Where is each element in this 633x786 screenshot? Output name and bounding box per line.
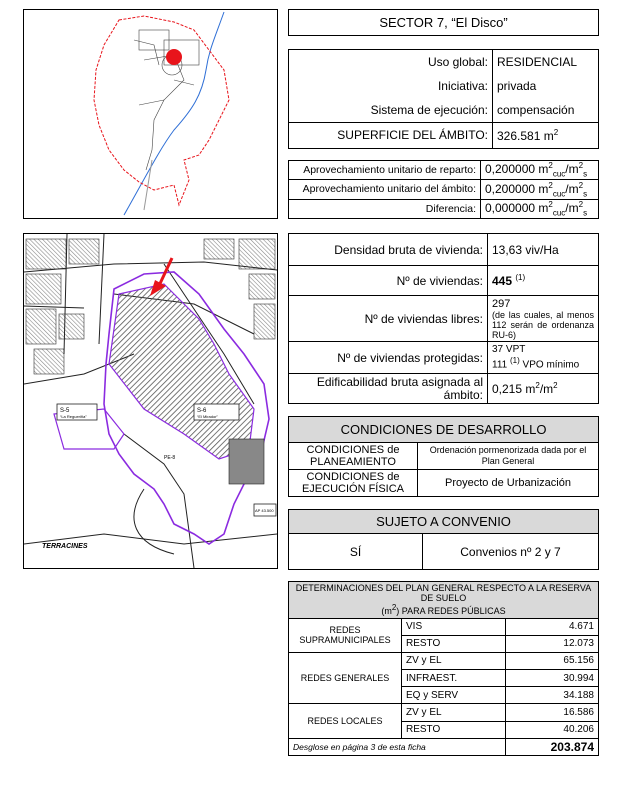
- sector-location-dot: [166, 49, 182, 65]
- num-viviendas-value: 445 $^{(1)}$: [488, 266, 599, 296]
- sector-map: [23, 233, 278, 569]
- sup-resto-label: RESTO: [402, 635, 506, 652]
- gray-block: [229, 439, 264, 484]
- aprovechamiento-table: [288, 160, 599, 219]
- cond-ejecucion-label: CONDICIONES de EJECUCIÓN FÍSICA: [289, 470, 418, 497]
- s5-label: S-5: [60, 408, 70, 414]
- determinaciones-table: [288, 581, 599, 756]
- convenio-header: SUJETO A CONVENIO: [289, 510, 599, 534]
- protegidas-label: Nº de viviendas protegidas:: [289, 342, 488, 374]
- locator-map-drawing: [24, 10, 277, 218]
- diferencia-value: 0,000000 $m^2_{cuc}/m^2_s$: [481, 199, 599, 218]
- sistema-value: compensación: [493, 98, 599, 122]
- loc-resto-label: RESTO: [402, 721, 506, 738]
- pe-label: PE-8: [164, 455, 176, 461]
- convenio-si: SÍ: [289, 534, 423, 570]
- densidad-label: Densidad bruta de vivienda:: [289, 234, 488, 266]
- gen-eq-label: EQ y SERV: [402, 687, 506, 704]
- gen-zv-label: ZV y EL: [402, 652, 506, 669]
- cond-planeamiento-label: CONDICIONES de PLANEAMIENTO: [289, 443, 418, 470]
- gen-infraest-label: INFRAEST.: [402, 670, 506, 687]
- determinaciones-header: DETERMINACIONES DEL PLAN GENERAL RESPECTO A LA RESERVA DE SUELO $(m^2)$ PARA REDES PÚBLICAS: [289, 582, 599, 619]
- ap-label: AP 43.500: [255, 508, 274, 513]
- edificabilidad-value: 0,215 $m^2/m^2$: [488, 374, 599, 404]
- gen-infraest-value: 30.994: [506, 670, 599, 687]
- protegidas-value: 37 VPT 111 $^{(1)}$ VPO mínimo: [488, 342, 599, 374]
- road-name-label: TERRACINES: [42, 543, 88, 550]
- superficie-value: 326.581 $m^2$: [493, 122, 599, 148]
- total-value: 203.874: [506, 738, 599, 755]
- aprov-ambito-value: 0,200000 $m^2_{cuc}/m^2_s$: [481, 180, 599, 199]
- road-curve: [134, 489, 174, 554]
- sistema-label: Sistema de ejecución:: [289, 98, 493, 122]
- gen-eq-value: 34.188: [506, 687, 599, 704]
- libres-value: 297 (de las cuales, al menos 112 serán de ordenanza RU-6): [488, 296, 599, 342]
- libres-label: Nº de viviendas libres:: [289, 296, 488, 342]
- page-title: SECTOR 7, “El Disco”: [379, 15, 508, 30]
- s6-label: S-6: [197, 408, 207, 414]
- edificabilidad-label: Edificabilidad bruta asignada al ámbito:: [289, 374, 488, 404]
- condiciones-header: CONDICIONES DE DESARROLLO: [289, 417, 599, 443]
- redes-locales-label: REDES LOCALES: [289, 704, 402, 738]
- loc-zv-value: 16.586: [506, 704, 599, 721]
- aprov-reparto-value: 0,200000 $m^2_{cuc}/m^2_s$: [481, 161, 599, 180]
- convenio-table: [288, 509, 599, 569]
- uso-global-value: RESIDENCIAL: [493, 50, 599, 74]
- sector-map-drawing: [24, 234, 277, 568]
- cond-planeamiento-value: Ordenación pormenorizada dada por el Plan General: [418, 443, 599, 470]
- info-table: [288, 49, 599, 149]
- iniciativa-value: privada: [493, 74, 599, 98]
- num-viviendas-label: Nº de viviendas:: [289, 266, 488, 296]
- gen-zv-value: 65.156: [506, 652, 599, 669]
- condiciones-table: [288, 416, 599, 496]
- s5-sublabel: “La Regueriña”: [60, 414, 87, 419]
- sup-vis-value: 4.671: [506, 618, 599, 635]
- aprov-ambito-label: Aprovechamiento unitario del ámbito:: [289, 180, 481, 199]
- loc-resto-value: 40.206: [506, 721, 599, 738]
- s6-sublabel: “El Mirador”: [197, 414, 218, 419]
- convenio-value: Convenios nº 2 y 7: [423, 534, 599, 570]
- superficie-label: SUPERFICIE DEL ÁMBITO:: [289, 122, 493, 148]
- locator-map: [23, 9, 278, 219]
- redes-supramunicipales-label: REDES SUPRAMUNICIPALES: [289, 618, 402, 652]
- title-box: [288, 9, 599, 36]
- diferencia-label: Diferencia:: [289, 199, 481, 218]
- iniciativa-label: Iniciativa:: [289, 74, 493, 98]
- municipal-boundary: [94, 16, 229, 205]
- densidad-value: 13,63 viv/Ha: [488, 234, 599, 266]
- loc-zv-label: ZV y EL: [402, 704, 506, 721]
- urban-area: [134, 30, 199, 170]
- redes-generales-label: REDES GENERALES: [289, 652, 402, 704]
- aprov-reparto-label: Aprovechamiento unitario de reparto:: [289, 161, 481, 180]
- uso-global-label: Uso global:: [289, 50, 493, 74]
- cond-ejecucion-value: Proyecto de Urbanización: [418, 470, 599, 497]
- sup-vis-label: VIS: [402, 618, 506, 635]
- sup-resto-value: 12.073: [506, 635, 599, 652]
- vivienda-table: [288, 233, 599, 403]
- desglose-note: Desglose en página 3 de esta ficha: [289, 738, 506, 755]
